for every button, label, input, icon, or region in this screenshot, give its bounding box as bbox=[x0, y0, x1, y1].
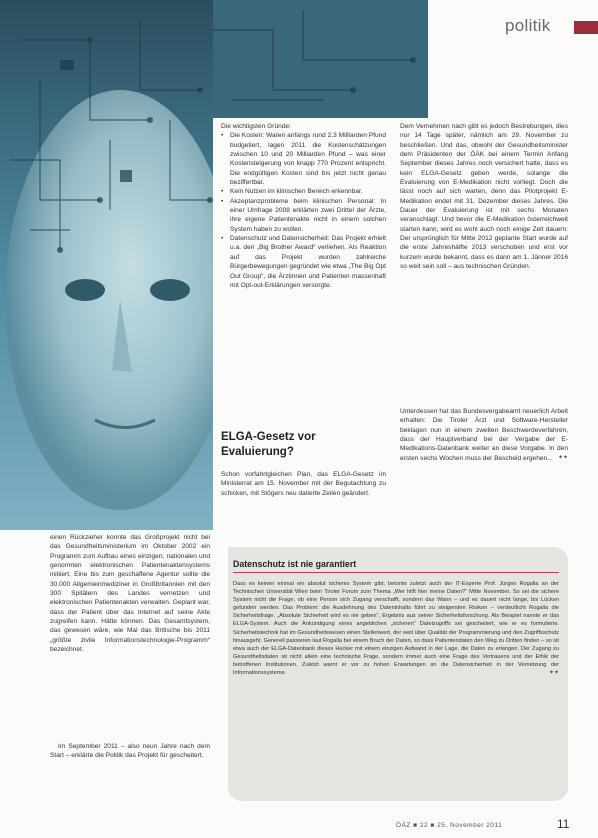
article-column-a bbox=[221, 122, 386, 290]
section-label: politik bbox=[505, 16, 551, 35]
paragraph: Schon vorfahrtgleichen Plan, das ELGA-Gesetz im Ministerrat am 15. November mit der Begutachtung zu schicken, mit Stögers neu datierte Zeilen geändert. bbox=[221, 471, 386, 497]
article-column-c bbox=[221, 470, 386, 498]
article-column-b-continued bbox=[400, 407, 568, 463]
paragraph bbox=[400, 407, 568, 463]
page-number: 11 bbox=[557, 817, 570, 831]
paragraph-text: Unterdessen hat das Bundesvergabeamt neuerlich Arbeit erhalten: Die Tiroler Ärzt und Software-Hersteller beklagen nun in einem zweiten Beschwerdeverfahren, dass der Hauptverband bei der Vergabe der E-Medikations-Datenbank weiter an diese Vorgabe. In den ersten sechs Wochen muss der Bescheid ergehen... bbox=[400, 408, 568, 462]
hero-image-extension bbox=[213, 0, 428, 118]
hero-image bbox=[0, 0, 213, 530]
paragraph: einen Rückzieher konnte das Großprojekt nicht bei das Gesundheitsministerium im Oktober 2002 ein Programm zum Aufbau eines einzigen, nationalen und genormten elektronischen Patientenaktensystems initiiert. Eine bis zum geschaffene Agentur sollte die 30.000 Allgemeinmediziner in Großbritannien mit den 300 Spitälern des Landes vernetzen und elektronischen Patientenakten verwalten. Geplant war, dass der Patient über das Internet auf seine Akte zugreifen kann. Hätte können. Das Gesamtsystem, das gewesen wäre, wie Mal das Britische bis 2011 „größte zivile Informationstechnologie-Programm“ bezeichnet. bbox=[50, 534, 210, 654]
infobox-text bbox=[233, 580, 559, 677]
issue-footer: ÖÄZ ■ 22 ■ 25. November 2011 bbox=[396, 822, 503, 829]
list-item: • Datenschutz und Datensicherheit: Das Projekt erhielt u.a. den „Big Brother Award“ verliehen. Als Reaktion auf das Projekt wurden zahlreiche Bürgerbewegungen gegründet wie etwa „The Big Opt Out Group“, die Ärztinnen und Patienten massenhaft mit Opt-out-Erklärungen versorgte. bbox=[221, 234, 386, 290]
subheading: ELGA-Gesetz vor Evaluierung? bbox=[221, 431, 316, 458]
end-mark: ✦✦ bbox=[548, 670, 559, 677]
list-item: • Kein Nutzen im klinischen Bereich erkennbar. bbox=[221, 187, 386, 196]
infobox-title: Datenschutz ist nie garantiert bbox=[233, 559, 357, 569]
infobox-divider bbox=[233, 572, 559, 573]
end-mark: ✦✦ bbox=[557, 454, 568, 461]
reasons-intro: Die wichtigsten Gründe: bbox=[221, 123, 292, 130]
section-color-mark bbox=[574, 21, 598, 34]
article-column-left-continued bbox=[50, 742, 210, 761]
paragraph: Im September 2011 – also neun Jahre nach dem Start – erklärte die Politik das Projekt für gescheitert. bbox=[50, 743, 210, 760]
infobox-body: Dass es keinen einmal ein absolut sicheres System gibt, betonte zuletzt auch der IT-Experte Prof. Jürgen Rogalla an der Technischen Universität Wien beim Tiroler Forum zum Thema „Wer hilft hier meine Daten?“ Mitte November. So sei die sichere System nicht die Frage, ob eine Person sich Zugang verschafft, sondern das Wann – und es dauert nicht lange, bis Lücken gefunden werden. Das Problem: die Ausdehnung des Dateninhalts führt zu steigenden Risiken – verdeutlicht Rogalla die Sicherheitsfrage. „Absolute Sicherheit wird es nie geben“, Ergebnis aus seiner Sicherheitsforschung. Als Beispiel nannte er das ELGA-System. Auch die Ankündigung eines angeblichen „sicheren“ Dateizugriffs sei gescheitert, wie er es formulierte. Sicherheitstechnik hat im Gesundheitswesen einen Stellenwert, der weit über Qualität der Programmierung und den Zugriffsschutz hinausgeht. Generell passieren laut Rogalla bei einem Bruch der Daten, so dass Patientendaten den Weg zu Dritten finden – so ist etwa auch der ELGA-Datenbank dieses Hacker mit einem einzigen Aufwand in der Lage, die Daten zu erlangen. Der Zugang zu Gesundheitsdaten ist nicht allein eine technische Frage, sondern immer auch eine Frage des Vertrauens und der Ethik der betroffenen Institutionen. Zuletzt warnt er vor zu hohen Erwartungen an die Datensicherheit in der Vernetzung der Informationssysteme. bbox=[233, 581, 559, 677]
article-column-b bbox=[400, 122, 568, 272]
list-item: • Die Kosten: Waren anfangs rund 2,3 Milliarden Pfund budgetiert, lagen 2011 die Kostenschätzungen zwischen 10 und 20 Milliarden Pfund – was einer Kostensteigerung von knapp 770 Prozent entspricht. Die endgültigen Kosten sind bis jetzt nicht genau beziffertbar. bbox=[221, 131, 386, 187]
article-column-left bbox=[50, 533, 210, 654]
paragraph: Dem Vernehmen nach gibt es jedoch Bestrebungen, dies nur 14 Tage später, nämlich am 29. November zu beschließen. Und das, obwohl der Gesundheitsminister dem Präsidenten der ÖÄK bei einem Termin Anfang September dieses Jahres noch versichert hatte, dass es kein ELGA-Gesetz geben werde, solange die Evaluierung von E-Medikation nicht vorliegt. Doch die lässt noch auf sich warten, denn das Pilotprojekt E-Medikation endet mit 31. Dezember dieses Jahres. Die Dauer der Evaluierung ist mit sechs Monaten veranschlagt. Und bevor die E-Medikation österreichweit starten kann, wird es wohl auch noch einige Zeit dauern: Der ursprünglich für Mitte 2012 geplante Start wurde auf die erste Jahreshälfte 2013 verschoben und erst vor kurzem wurde bekannt, dass es dann am 1. Jänner 2016 so weit sein soll – aus technischen Gründen. bbox=[400, 123, 568, 271]
reasons-list bbox=[221, 131, 386, 290]
list-item: • Akzeptanzprobleme beim klinischen Personal: In einer Umfrage 2008 erklärten zwei Drittel der Ärzte, ihre eigene Patientenakte nicht in einem solchen System haben zu wollen. bbox=[221, 197, 386, 234]
